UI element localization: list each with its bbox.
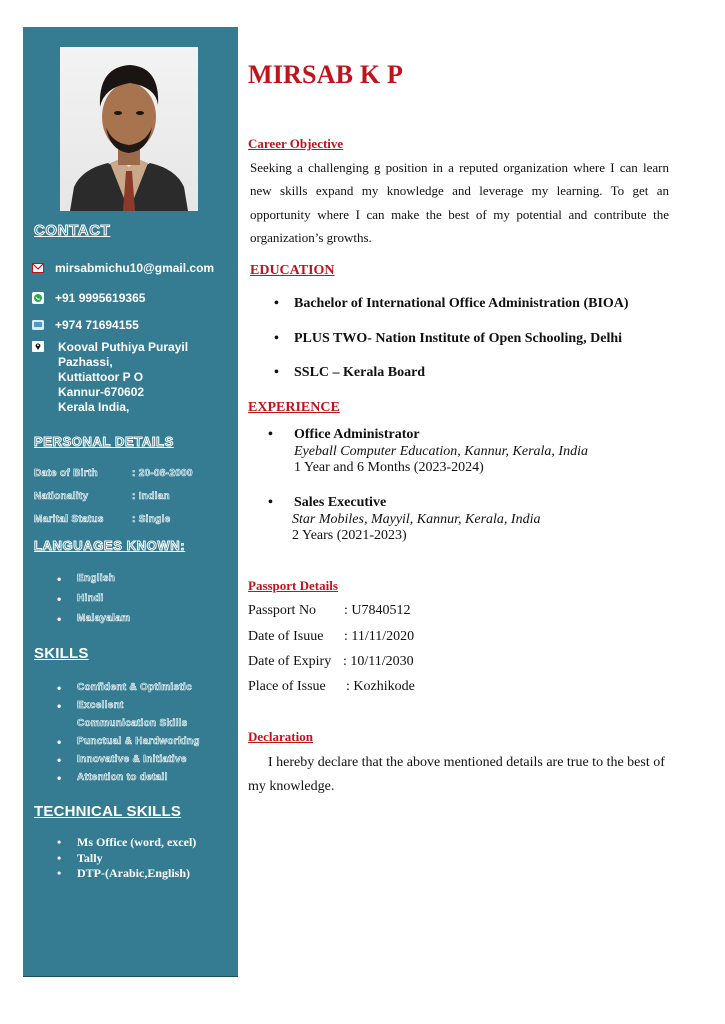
marital-value: : Single bbox=[132, 514, 171, 525]
email-icon bbox=[32, 262, 44, 273]
contact-address bbox=[32, 340, 188, 415]
expiry-date-label: Date of Expiry bbox=[248, 654, 332, 669]
list-item: • Innovative & Initiative bbox=[57, 751, 200, 769]
career-objective-heading: Career Objective bbox=[248, 136, 344, 151]
contact-heading: CONTACT bbox=[34, 222, 111, 239]
passport-no-row bbox=[248, 603, 411, 619]
education-item: • Bachelor of International Office Administration (BIOA) bbox=[274, 296, 629, 331]
address-line: Pazhassi, bbox=[58, 355, 113, 369]
languages-heading: LANGUAGES KNOWN: bbox=[34, 538, 186, 553]
list-item: • Ms Office (word, excel) bbox=[57, 835, 196, 851]
job-duration: 2 Years (2021-2023) bbox=[292, 528, 407, 543]
skills-list bbox=[57, 679, 200, 787]
technical-skills-heading: TECHNICAL SKILLS bbox=[34, 803, 182, 820]
issue-date-label: Date of Isuue bbox=[248, 629, 324, 644]
address-line: Kooval Puthiya Purayil bbox=[58, 340, 189, 354]
contact-phone[interactable] bbox=[32, 318, 139, 332]
email-text: mirsabmichu10@gmail.com bbox=[55, 261, 215, 275]
address-line: Kerala India, bbox=[58, 400, 130, 414]
list-item-continuation: Communication Skills bbox=[77, 718, 188, 729]
issue-place-label: Place of Issue bbox=[248, 679, 326, 694]
list-item: • Hindi bbox=[57, 592, 130, 612]
list-item: • Malayalam bbox=[57, 612, 130, 632]
experience-heading: EXPERIENCE bbox=[248, 400, 340, 415]
whatsapp-icon bbox=[32, 292, 44, 303]
sidebar bbox=[23, 27, 238, 977]
expiry-date-value: : 10/11/2030 bbox=[343, 654, 414, 669]
experience-item bbox=[268, 427, 588, 477]
declaration-heading: Declaration bbox=[248, 729, 313, 744]
list-item: • Attention to detail bbox=[57, 769, 200, 787]
job-company: Star Mobiles, Mayyil, Kannur, Kerala, India bbox=[292, 511, 541, 527]
technical-skills-list bbox=[57, 835, 196, 882]
list-item: • Punctual & Hardworking bbox=[57, 733, 200, 751]
issue-place-value: : Kozhikode bbox=[346, 679, 415, 694]
address-line: Kannur-670602 bbox=[58, 385, 145, 399]
phone-text: +974 71694155 bbox=[55, 318, 139, 332]
issue-date-value: : 11/11/2020 bbox=[344, 629, 415, 644]
career-objective-text: Seeking a challenging g position in a reputed organization where I can learn new skills expand my knowledge and leverage my learning. To get an opportunity where I can make the best of my potential and contribute the organization’s growths. bbox=[250, 160, 669, 245]
marital-row bbox=[34, 514, 171, 525]
personal-details-heading: PERSONAL DETAILS bbox=[34, 434, 174, 449]
address-line: Kuttiattoor P O bbox=[58, 370, 144, 384]
education-list bbox=[274, 296, 629, 400]
job-company: Eyeball Computer Education, Kannur, Kerala, India bbox=[294, 443, 588, 459]
marital-label: Marital Status bbox=[34, 514, 104, 525]
dob-row bbox=[34, 468, 193, 479]
list-item: • English bbox=[57, 572, 130, 592]
list-item: • Tally bbox=[57, 851, 196, 867]
passport-heading: Passport Details bbox=[248, 578, 338, 593]
profile-photo bbox=[60, 47, 198, 211]
job-duration: 1 Year and 6 Months (2023-2024) bbox=[294, 460, 484, 475]
issue-place-row bbox=[248, 679, 415, 695]
job-title: • Sales Executive bbox=[268, 495, 541, 512]
dob-value: : 20-08-2000 bbox=[132, 468, 193, 479]
nationality-value: : Indian bbox=[132, 491, 170, 502]
expiry-date-row bbox=[248, 654, 414, 670]
nationality-row bbox=[34, 491, 170, 502]
languages-list bbox=[57, 572, 130, 632]
person-portrait-icon bbox=[60, 47, 198, 211]
education-item: • PLUS TWO- Nation Institute of Open Schooling, Delhi bbox=[274, 331, 629, 366]
list-item: • Confident & Optimistic bbox=[57, 679, 200, 697]
education-item: • SSLC – Kerala Board bbox=[274, 365, 629, 400]
whatsapp-text: +91 9995619365 bbox=[55, 291, 146, 305]
address-block bbox=[58, 340, 188, 415]
job-title: • Office Administrator bbox=[268, 427, 588, 444]
passport-no-label: Passport No bbox=[248, 603, 317, 618]
list-item: • DTP-(Arabic,English) bbox=[57, 866, 196, 882]
experience-item bbox=[268, 495, 541, 545]
issue-date-row bbox=[248, 629, 414, 645]
candidate-name: MIRSAB K P bbox=[248, 60, 404, 89]
location-icon bbox=[32, 341, 44, 352]
nationality-label: Nationality bbox=[34, 491, 89, 502]
dob-label: Date of Birth bbox=[34, 468, 98, 479]
list-item: • Excellent bbox=[57, 697, 200, 715]
phone-icon bbox=[32, 319, 44, 330]
education-heading: EDUCATION bbox=[250, 263, 335, 278]
passport-no-value: : U7840512 bbox=[344, 603, 411, 618]
contact-email[interactable] bbox=[32, 261, 214, 275]
declaration-text: I hereby declare that the above mentioned details are true to the best of my knowledge. bbox=[248, 755, 665, 794]
contact-whatsapp[interactable] bbox=[32, 291, 145, 305]
skills-heading: SKILLS bbox=[34, 645, 89, 662]
